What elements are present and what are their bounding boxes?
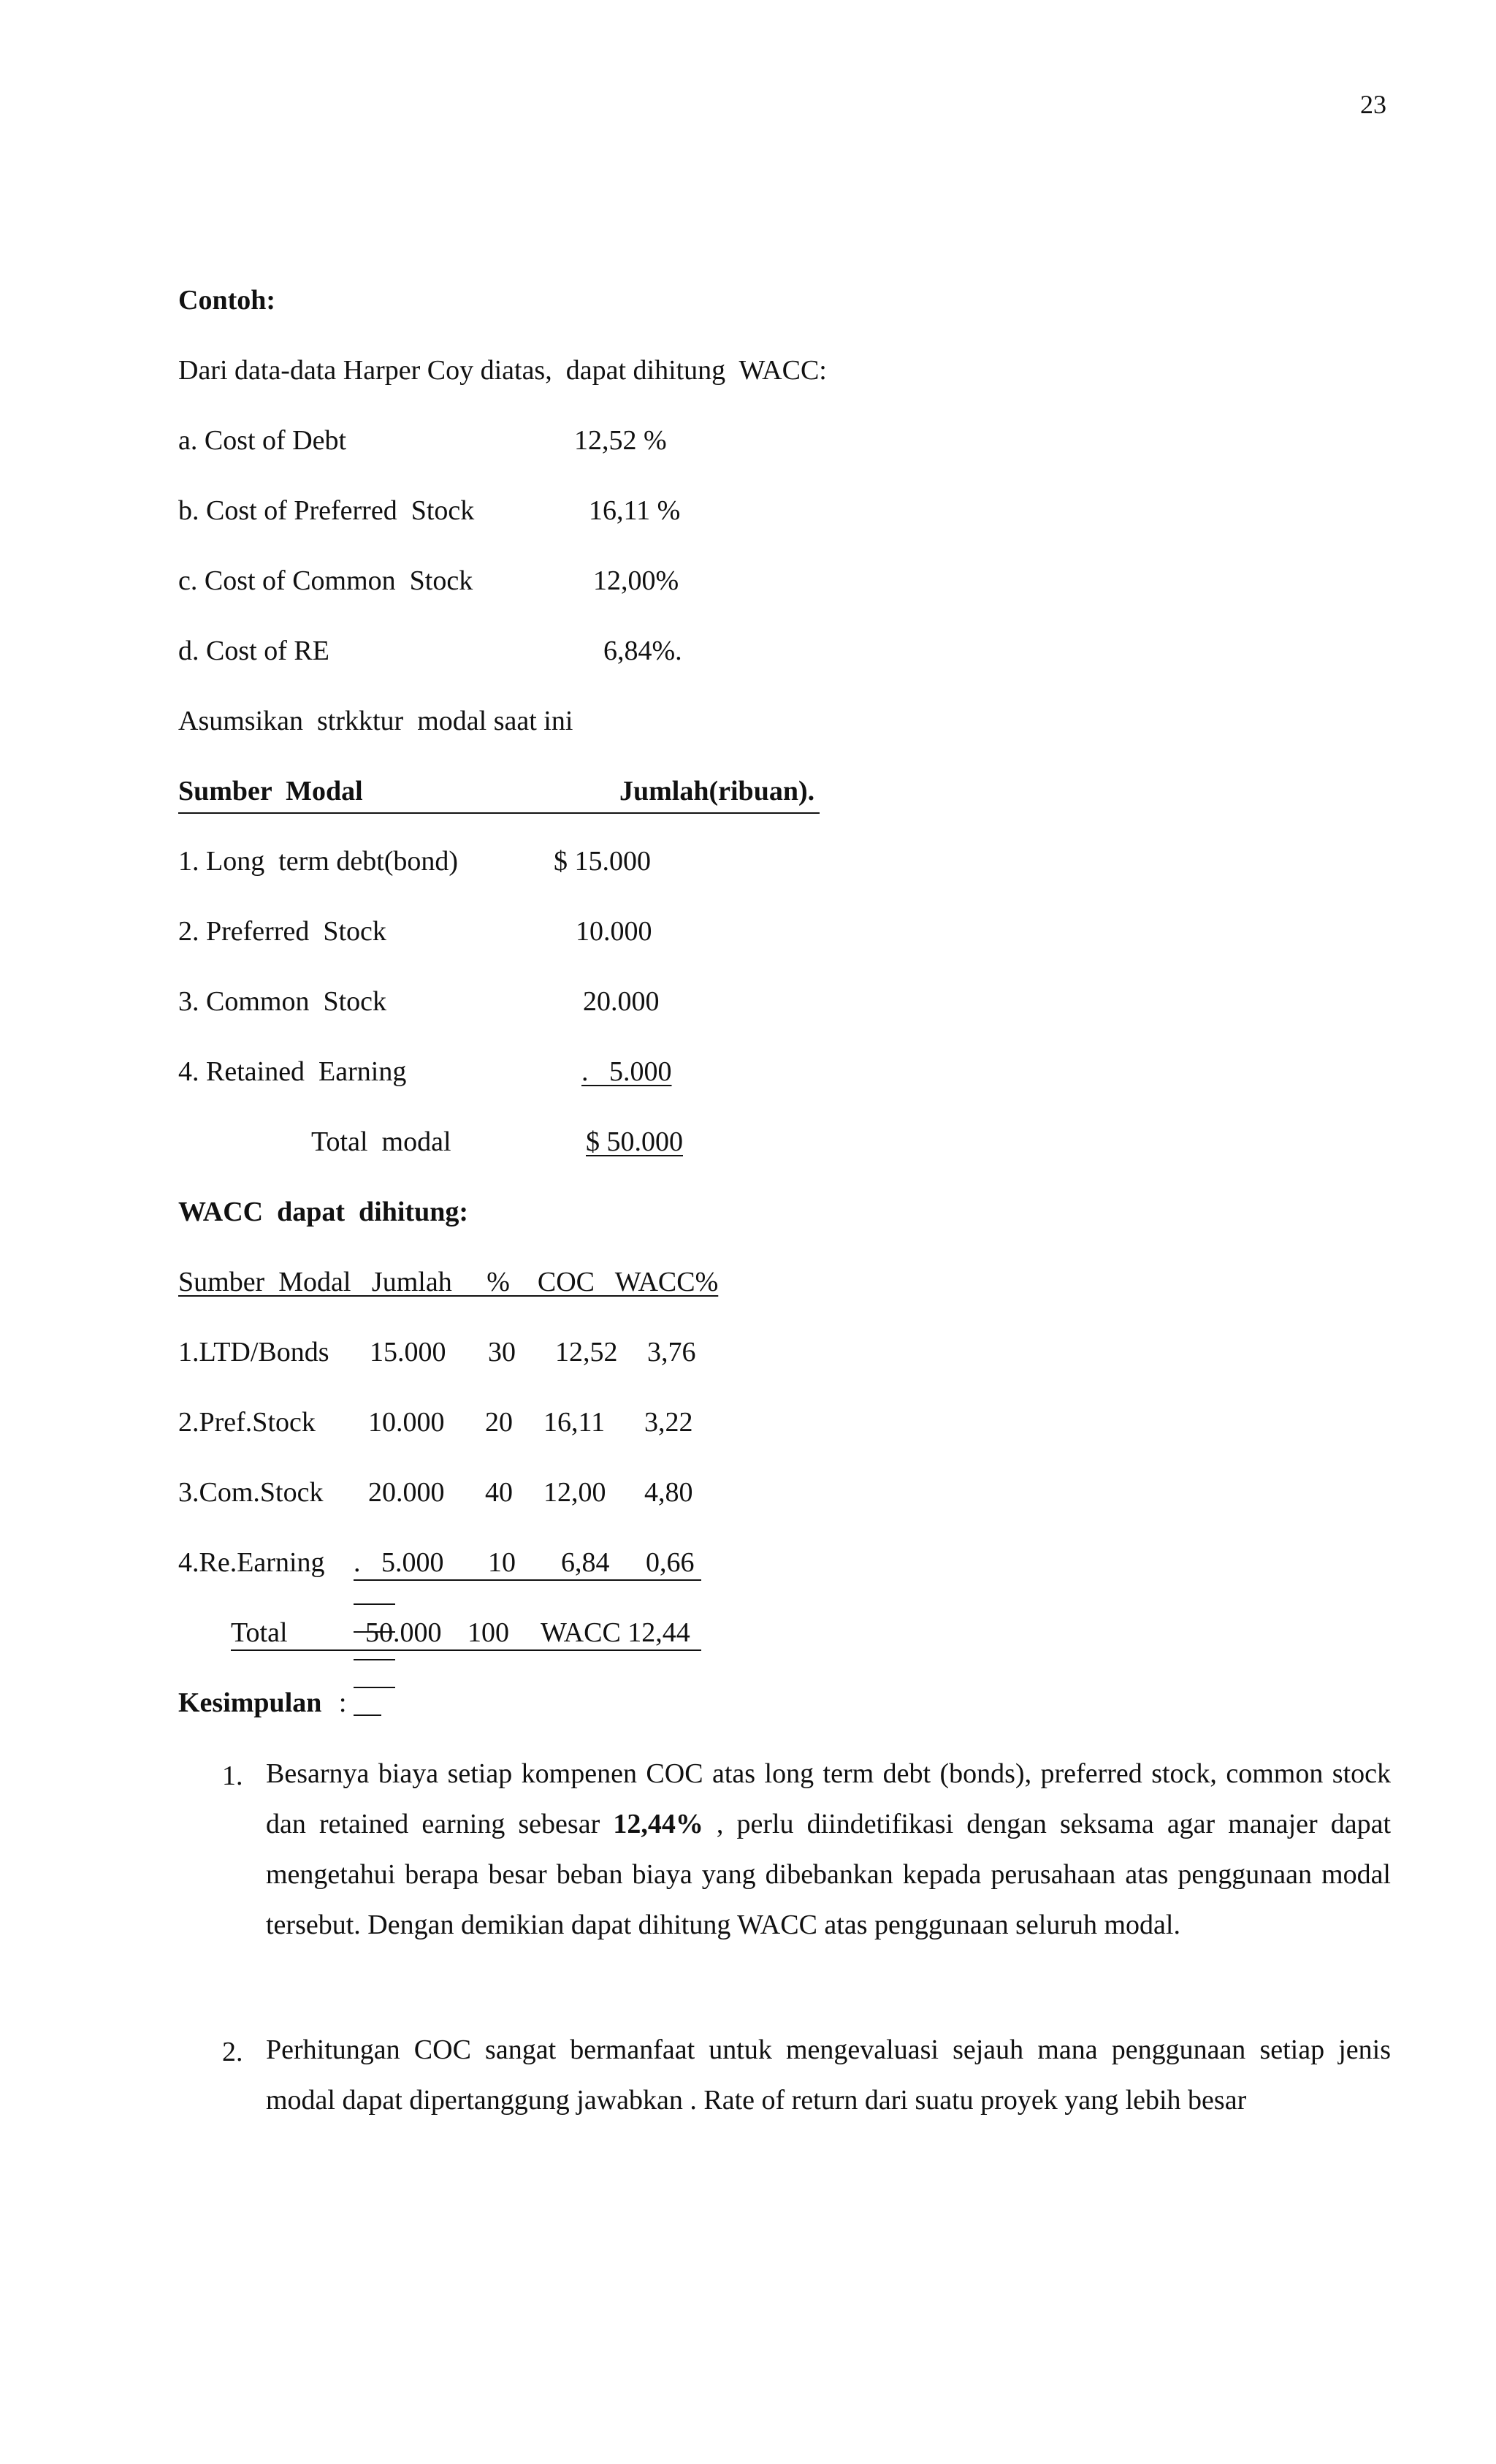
wacc-amount: 20.000 [368,1477,445,1508]
cost-preferred-value: 16,11 % [589,495,681,526]
wacc-source: 1.LTD/Bonds [178,1337,329,1368]
cost-debt-value: 12,52 % [574,425,667,456]
conclusion-bold-value: 12,44% [613,1809,703,1839]
cost-re-label: d. Cost of RE [178,636,329,666]
wacc-pct: 40 [485,1477,513,1508]
wacc-heading: WACC dapat dihitung: [178,1197,468,1227]
cost-debt-label: a. Cost of Debt [178,425,347,456]
cost-common-value: 12,00% [593,565,679,596]
conclusion-paragraph [266,1749,1391,1950]
intro-text: Dari data-data Harper Coy diatas, dapat dihitung WACC: [178,355,827,386]
wacc-pct: 30 [488,1337,516,1368]
wacc-coc: 12,52 [555,1337,618,1368]
capital-total-label: Total modal [311,1126,451,1157]
wacc-table-header: Sumber Modal Jumlah % COC WACC% [178,1267,719,1297]
wacc-total-underline [231,1649,701,1651]
wacc-value: 4,80 [644,1477,693,1508]
capital-row-amount: 10.000 [576,916,652,947]
cost-preferred-label: b. Cost of Preferred Stock [178,495,475,526]
capital-row-label: 3. Common Stock [178,986,387,1017]
capital-row-label: 2. Preferred Stock [178,916,386,947]
wacc-coc: 12,00 [543,1477,606,1508]
wacc-source: 4.Re.Earning [178,1547,325,1578]
assumption-text: Asumsikan strkktur modal saat ini [178,706,573,736]
capital-header-source: Sumber Modal [178,776,363,806]
wacc-source: 2.Pref.Stock [178,1407,316,1438]
wacc-source: 3.Com.Stock [178,1477,324,1508]
cost-re-value: 6,84%. [603,636,682,666]
conclusion-text: Perhitungan COC sangat bermanfaat untuk mengevaluasi sejauh mana penggunaan setiap jenis modal dapat dipertanggung jawabkan . Rate of return dari suatu proyek yang lebih besar [266,2034,1391,2116]
capital-row-amount: . 5.000 [581,1056,672,1087]
capital-row-amount: $ 15.000 [554,846,651,877]
conclusion-heading: Kesimpulan [178,1687,322,1718]
wacc-row-underline [354,1579,701,1581]
wacc-amount: . 5.000 [354,1547,444,1578]
conclusion-text: Besarnya biaya setiap kompenen COC atas long term debt (bonds), preferred stock, common stock dan retained earning sebesar [266,1758,1391,1839]
wacc-amount: 15.000 [370,1337,446,1368]
wacc-total-value: WACC 12,44 [541,1617,690,1648]
capital-header-row [178,777,820,814]
wacc-amount: 10.000 [368,1407,445,1438]
wacc-total-label: Total [231,1617,288,1648]
conclusion-heading-line [178,1689,346,1717]
conclusion-colon: : [338,1687,347,1718]
wacc-coc: 6,84 [561,1547,610,1578]
capital-row-amount: 20.000 [583,986,660,1017]
wacc-total-pct: 100 [468,1617,509,1648]
example-heading: Contoh: [178,285,276,316]
capital-row-label: 4. Retained Earning [178,1056,407,1087]
capital-total-amount: $ 50.000 [586,1126,683,1157]
list-number: 1. [222,1761,243,1791]
cost-common-label: c. Cost of Common Stock [178,565,473,596]
page-number: 23 [1360,90,1386,119]
conclusion-paragraph [266,2025,1391,2126]
capital-header-amount: Jumlah(ribuan). [619,776,815,806]
wacc-pct: 20 [485,1407,513,1438]
wacc-pct: 10 [488,1547,516,1578]
wacc-coc: 16,11 [543,1407,606,1438]
capital-row-label: 1. Long term debt(bond) [178,846,459,877]
list-number: 2. [222,2037,243,2067]
wacc-total-amount: 50.000 [365,1617,442,1648]
wacc-value: 3,22 [644,1407,693,1438]
wacc-value: 0,66 [646,1547,695,1578]
wacc-value: 3,76 [647,1337,696,1368]
conclusion-text: , perlu diindetifikasi dengan seksama agar manajer dapat mengetahui berapa besar beban biaya yang dibebankan kepada perusahaan atas penggunaan modal tersebut. Dengan demikian dapat dihitung WACC atas penggunaan seluruh modal. [266,1809,1392,1940]
